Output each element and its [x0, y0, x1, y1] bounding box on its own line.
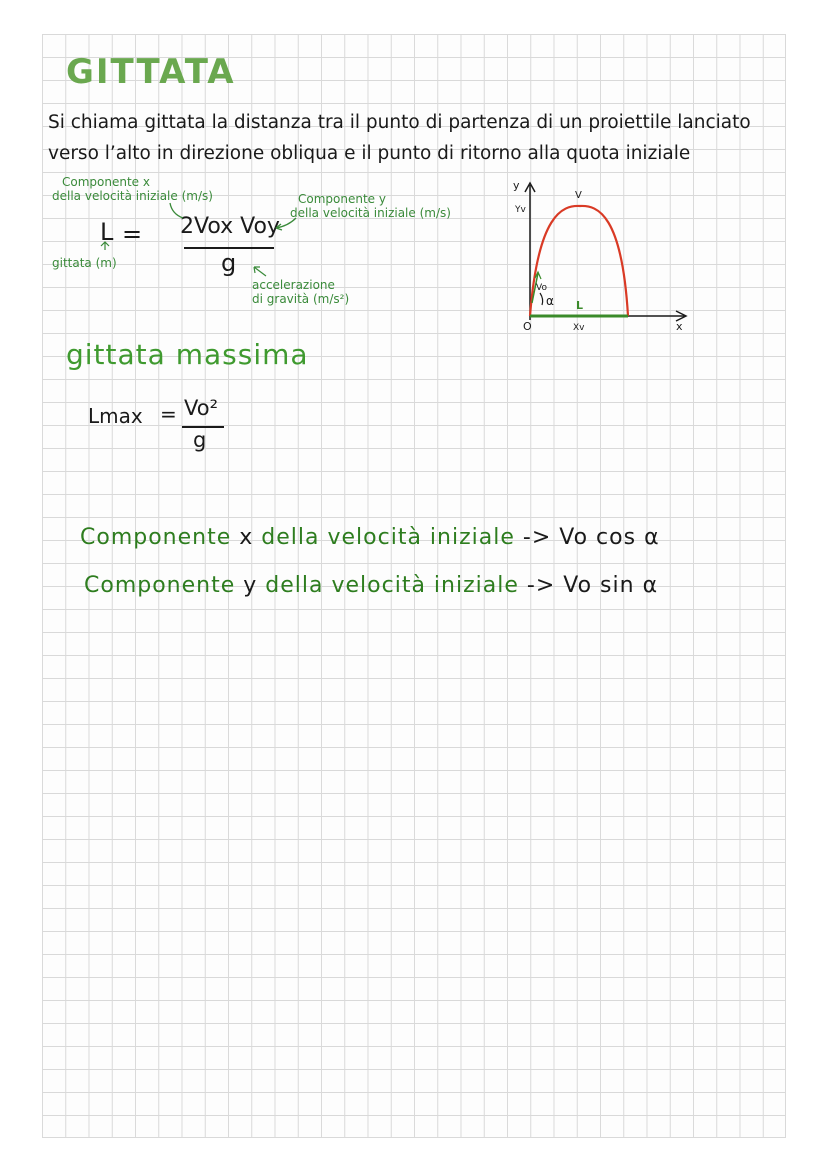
formula-numerator: 2Vox Voy	[180, 214, 280, 239]
component-y-word: Componente	[84, 573, 236, 598]
alpha-arc	[540, 293, 543, 305]
graph-x-label: x	[676, 320, 683, 333]
note-g-line-2: di gravità (m/s²)	[252, 292, 350, 306]
max-range-heading: gittata massima	[66, 338, 309, 371]
component-x-result: Vo cos α	[559, 525, 660, 550]
component-x-word: Componente	[80, 525, 232, 550]
note-vox-line-1: Componente x	[62, 175, 150, 189]
graph-y-label: y	[513, 179, 520, 192]
graph-alpha-label: α	[546, 294, 554, 308]
page-title: GITTATA	[66, 52, 236, 92]
component-x-rest: della velocità iniziale	[261, 525, 515, 550]
graph-vertex-label: V	[575, 190, 582, 201]
trajectory-graph	[500, 175, 700, 340]
graph-range-label: L	[576, 299, 584, 312]
graph-xv-label: Xv	[573, 323, 585, 333]
formula-equals: =	[122, 220, 143, 248]
lmax-denominator: g	[193, 428, 207, 452]
component-y-line	[84, 573, 658, 598]
lmax-label: Lmax	[88, 404, 143, 428]
graph-v0-label: Vo	[536, 283, 547, 293]
lmax-equals: =	[160, 402, 177, 426]
note-vox-line-2: della velocità iniziale (m/s)	[52, 189, 213, 203]
note-g-line-1: accelerazione	[252, 278, 335, 292]
graph-yv-label: Yv	[515, 205, 526, 215]
component-x-axis: x	[239, 525, 254, 550]
formula-denominator: g	[221, 249, 237, 277]
component-x-arrow: ->	[522, 525, 552, 550]
component-x-line	[80, 525, 660, 550]
graph-origin-label: O	[523, 320, 532, 333]
component-y-rest: della velocità iniziale	[265, 573, 519, 598]
component-y-arrow: ->	[526, 573, 556, 598]
note-voy-line-2: della velocità iniziale (m/s)	[290, 206, 451, 220]
formula-lhs: L	[100, 218, 114, 246]
component-y-axis: y	[243, 573, 258, 598]
component-y-result: Vo sin α	[563, 573, 659, 598]
note-gittata: gittata (m)	[52, 256, 117, 270]
definition-line-2: verso l’alto in direzione obliqua e il punto di ritorno alla quota iniziale	[48, 143, 691, 164]
lmax-numerator: Vo²	[184, 396, 219, 420]
definition-line-1: Si chiama gittata la distanza tra il punto di partenza di un proiettile lanciato	[48, 112, 751, 133]
note-voy-line-1: Componente y	[298, 192, 386, 206]
